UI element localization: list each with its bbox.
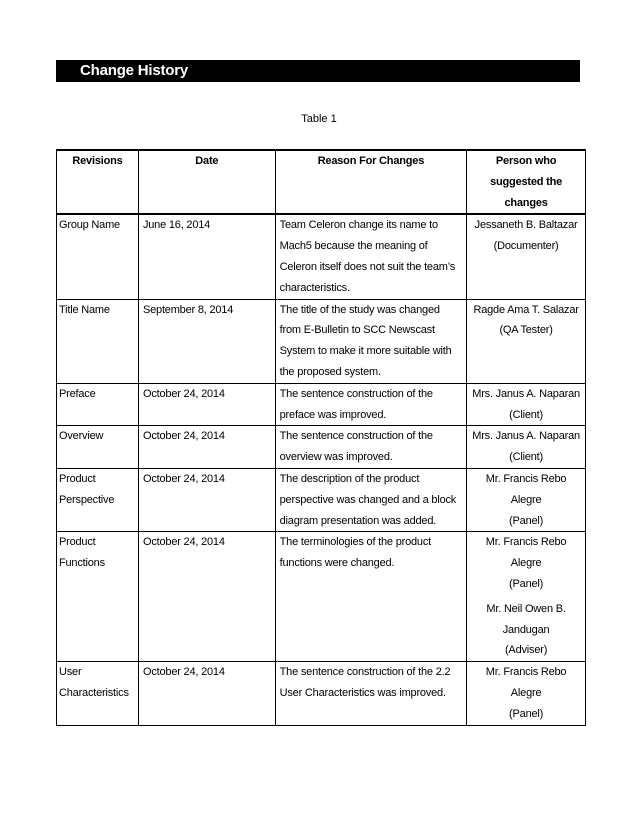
cell-text-line: Perspective — [59, 493, 115, 506]
cell-text-line: (Adviser) — [504, 644, 548, 657]
cell-text-line: (Client) — [509, 451, 543, 464]
cell-text-line: preface was improved. — [279, 408, 387, 421]
revision-cell — [57, 214, 139, 299]
cell-text-line: Alegre — [510, 493, 542, 506]
cell-text-line: The sentence construction of the — [279, 387, 433, 400]
table-body — [57, 214, 586, 725]
cell-text-line: Mrs. Janus A. Naparan — [472, 430, 580, 443]
cell-text-line: The terminologies of the product — [279, 536, 431, 549]
revision-cell — [57, 468, 139, 531]
cell-text-line: Celeron itself does not suit the team’s — [279, 260, 456, 273]
table-row — [57, 662, 586, 725]
cell-text-line: The description of the product — [279, 472, 420, 485]
cell-text-line: perspective was changed and a block — [279, 493, 457, 506]
cell-text-line: (Panel) — [509, 707, 544, 720]
cell-text-line: Preface — [59, 387, 96, 400]
revision-cell — [57, 299, 139, 383]
revision-cell — [57, 662, 139, 725]
table-caption: Table 1 — [301, 113, 337, 125]
cell-text-line: Characteristics — [59, 686, 129, 699]
table-row — [57, 299, 586, 383]
cell-text-line: Product — [59, 472, 96, 485]
cell-text-line: Jandugan — [502, 623, 550, 636]
cell-text-line: overview was improved. — [279, 451, 393, 464]
cell-text-line: functions were changed. — [279, 557, 395, 570]
table-row — [57, 426, 586, 469]
cell-text-line: from E-Bulletin to SCC Newscast — [279, 324, 435, 337]
cell-text-line: (Panel) — [509, 514, 544, 527]
cell-text-line: Alegre — [510, 557, 542, 570]
reason-cell — [275, 468, 467, 531]
person-cell — [467, 532, 586, 662]
header-text-line: Reason For Changes — [317, 155, 425, 167]
person-cell — [467, 468, 586, 531]
cell-text-line: Mr. Francis Rebo — [485, 472, 567, 485]
person-cell — [467, 214, 586, 299]
person-cell — [467, 662, 586, 725]
date-cell: June 16, 2014 — [138, 214, 275, 299]
cell-text-line: Mr. Francis Rebo — [485, 666, 567, 679]
header-revisions — [57, 150, 139, 214]
cell-text-line: User Characteristics was improved. — [279, 686, 446, 699]
cell-text-line: The sentence construction of the — [279, 430, 433, 443]
cell-text-line: Ragde Ama T. Salazar — [473, 303, 579, 316]
date-cell: October 24, 2014 — [138, 383, 275, 426]
reason-cell — [275, 532, 467, 662]
cell-text-line: Overview — [59, 430, 104, 443]
table-row — [57, 383, 586, 426]
cell-text-line: Team Celeron change its name to — [279, 219, 438, 232]
cell-text-line: the proposed system. — [279, 365, 381, 378]
cell-text-line: Jessaneth B. Baltazar — [474, 219, 578, 232]
header-text-line: Person who — [495, 155, 557, 167]
cell-text-line: (Documenter) — [493, 240, 559, 253]
header-text-line: Date — [195, 155, 219, 167]
table-row — [57, 468, 586, 531]
reason-cell — [275, 383, 467, 426]
table-row — [57, 214, 586, 299]
cell-text-line: Functions — [59, 557, 105, 570]
person-cell — [467, 299, 586, 383]
cell-text-line: Alegre — [510, 686, 542, 699]
header-text-line: changes — [504, 196, 548, 209]
section-heading: Change History — [80, 62, 189, 79]
revision-cell — [57, 383, 139, 426]
reason-cell — [275, 426, 467, 469]
cell-text-line: (QA Tester) — [499, 324, 553, 337]
date-cell: October 24, 2014 — [138, 662, 275, 725]
cell-text-line: The title of the study was changed — [279, 303, 440, 316]
person-cell — [467, 383, 586, 426]
cell-text-line: Mr. Neil Owen B. — [486, 602, 566, 615]
revision-cell — [57, 426, 139, 469]
cell-text-line: Mrs. Janus A. Naparan — [472, 387, 580, 400]
cell-text-line: User — [59, 666, 82, 679]
date-cell: September 8, 2014 — [138, 299, 275, 383]
cell-text-line: diagram presentation was added. — [279, 514, 437, 527]
cell-text-line: Group Name — [59, 219, 120, 232]
revision-cell — [57, 532, 139, 662]
header-text-line: suggested the — [490, 175, 563, 188]
header-date — [138, 150, 275, 214]
cell-text-line: (Panel) — [509, 577, 544, 590]
date-cell: October 24, 2014 — [138, 468, 275, 531]
table-header-row — [57, 150, 586, 214]
reason-cell — [275, 214, 467, 299]
date-cell: October 24, 2014 — [138, 426, 275, 469]
cell-text-line: The sentence construction of the 2.2 — [279, 666, 451, 679]
cell-text-line: Product — [59, 536, 96, 549]
cell-text-line: Mr. Francis Rebo — [485, 536, 567, 549]
section-heading-bar — [56, 60, 580, 82]
header-reason — [275, 150, 467, 214]
cell-text-line: characteristics. — [279, 281, 350, 294]
person-cell — [467, 426, 586, 469]
header-person — [467, 150, 586, 214]
cell-text-line: System to make it more suitable with — [279, 345, 452, 358]
cell-text-line: (Client) — [509, 408, 543, 421]
date-cell: October 24, 2014 — [138, 532, 275, 662]
reason-cell — [275, 662, 467, 725]
header-text-line: Revisions — [72, 155, 123, 167]
cell-text-line: Mach5 because the meaning of — [279, 240, 428, 253]
reason-cell — [275, 299, 467, 383]
cell-text-line: Title Name — [59, 303, 110, 316]
table-row — [57, 532, 586, 662]
change-history-table — [56, 149, 586, 726]
